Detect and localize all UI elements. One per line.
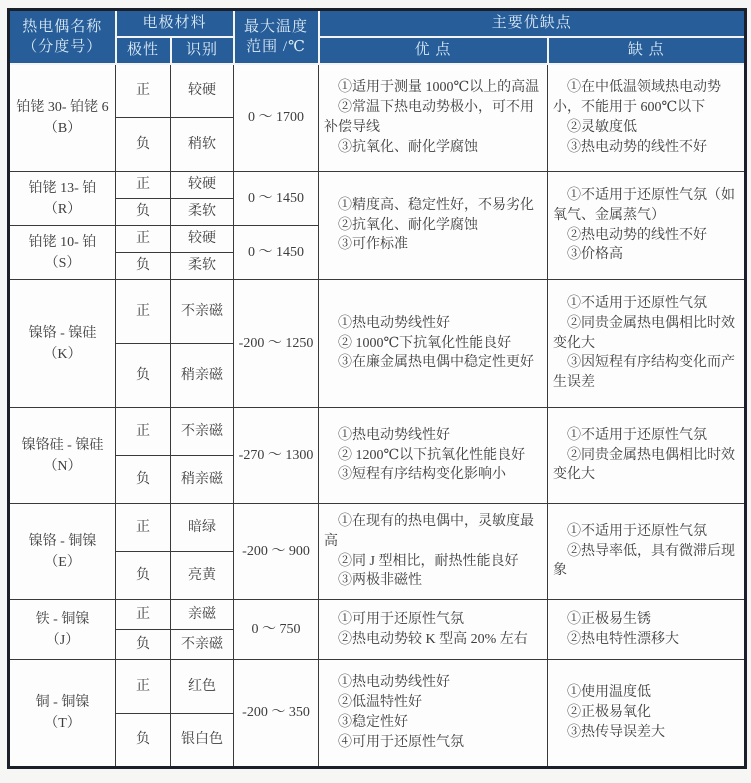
cell-cons <box>548 600 746 660</box>
name-line1: 铂铑 10- 铂 <box>28 234 97 250</box>
header-row-1 <box>9 10 746 37</box>
header-row-2 <box>9 37 746 64</box>
cell-polarity-neg: 负 <box>116 199 171 226</box>
header-electrode-material: 电极材料 <box>116 10 234 37</box>
table-row <box>9 660 746 714</box>
cell-polarity-pos: 正 <box>116 64 171 118</box>
cons-item: ①不适用于还原性气氛 <box>567 523 708 539</box>
cell-temp-range: 0 ～ 1450 <box>234 172 319 226</box>
cons-item: ②灵敏度低 <box>567 119 638 135</box>
cell-temp-range: 0 ～ 1450 <box>234 226 319 280</box>
cell-identify-neg: 稍亲磁 <box>171 456 234 504</box>
header-temp-line1: 最大温度 <box>244 18 309 35</box>
cell-polarity-neg: 负 <box>116 552 171 600</box>
name-line1: 镍铬 - 镍硅 <box>28 325 97 341</box>
header-name-line1: 热电偶名称 <box>22 18 103 35</box>
table-row <box>9 64 746 118</box>
pros-item: ④可用于还原性气氛 <box>338 734 465 750</box>
table-row <box>9 504 746 552</box>
cell-identify-pos: 不亲磁 <box>171 408 234 456</box>
pros-item: ② 1000℃下抗氧化性能良好 <box>338 335 512 351</box>
pros-item: ①可用于还原性气氛 <box>338 611 465 627</box>
pros-item: ③短程有序结构变化影响小 <box>338 467 507 483</box>
pros-item: ①精度高、稳定性好，不易劣化 <box>338 197 535 213</box>
cell-polarity-pos: 正 <box>116 504 171 552</box>
cell-cons <box>548 660 746 768</box>
cell-identify-pos: 不亲磁 <box>171 280 234 344</box>
cons-item: ②正极易氧化 <box>567 705 652 721</box>
cell-identify-pos: 较硬 <box>171 226 234 253</box>
pros-item: ②热电动势较 K 型高 20% 左右 <box>338 631 528 647</box>
pros-item: ③稳定性好 <box>338 715 409 730</box>
pros-item: ②同 J 型相比，耐热性能良好 <box>338 553 519 569</box>
name-line2: （E） <box>44 554 81 570</box>
pros-item: ③可作标准 <box>338 237 409 253</box>
name-line1: 铜 - 铜镍 <box>35 695 90 710</box>
pros-item: ② 1200℃以下抗氧化性能良好 <box>338 447 526 463</box>
cons-item: ②热导率低，具有微滞后现象 <box>553 543 736 579</box>
cons-item: ②热电动势的线性不好 <box>567 227 708 243</box>
cell-identify-neg: 银白色 <box>171 714 234 768</box>
cell-name-J <box>9 600 116 660</box>
cell-pros <box>319 660 548 768</box>
cell-identify-pos: 红色 <box>171 660 234 714</box>
header-pros-cons: 主要优缺点 <box>319 10 746 37</box>
cell-polarity-neg: 负 <box>116 630 171 660</box>
name-line2: （N） <box>43 458 82 474</box>
cons-item: ②同贵金属热电偶相比时效变化大 <box>553 315 736 351</box>
cons-item: ①使用温度低 <box>567 685 652 701</box>
pros-item: ①在现有的热电偶中，灵敏度最高 <box>324 513 535 549</box>
cell-polarity-pos: 正 <box>116 600 171 630</box>
cell-polarity-pos: 正 <box>116 280 171 344</box>
cell-name-K <box>9 280 116 408</box>
name-line2: （K） <box>43 346 82 362</box>
name-line2: （T） <box>44 716 81 731</box>
name-line2: （B） <box>43 120 82 136</box>
cell-name-S <box>9 226 116 280</box>
name-line2: （J） <box>45 632 80 648</box>
table-row <box>9 408 746 456</box>
cell-cons <box>548 64 746 172</box>
cell-temp-range: 0 ～ 750 <box>234 600 319 660</box>
cell-pros <box>319 600 548 660</box>
cell-name-N <box>9 408 116 504</box>
cell-pros <box>319 172 548 280</box>
cell-temp-range: -200 ～ 350 <box>234 660 319 768</box>
pros-item: ②低温特性好 <box>338 695 423 711</box>
name-line2: （R） <box>43 201 82 217</box>
pros-item: ③抗氧化、耐化学腐蚀 <box>338 139 479 155</box>
table-row <box>9 280 746 344</box>
header-max-temp-range <box>234 10 319 64</box>
cons-item: ①在中低温领域热电动势小，不能用于 600℃以下 <box>553 80 722 115</box>
cons-item: ③因短程有序结构变化而产生误差 <box>553 355 736 391</box>
cons-item: ③价格高 <box>567 247 624 263</box>
pros-item: ③两极非磁性 <box>338 573 423 589</box>
cell-temp-range: 0 ～ 1700 <box>234 64 319 172</box>
cell-temp-range: -270 ～ 1300 <box>234 408 319 504</box>
pros-item: ①热电动势线性好 <box>338 675 451 691</box>
cons-item: ①正极易生锈 <box>567 611 652 627</box>
cons-item: ②热电特性漂移大 <box>567 631 680 647</box>
header-polarity: 极性 <box>116 37 171 64</box>
cell-polarity-pos: 正 <box>116 226 171 253</box>
cell-identify-neg: 亮黄 <box>171 552 234 600</box>
cell-polarity-neg: 负 <box>116 456 171 504</box>
cell-polarity-pos: 正 <box>116 408 171 456</box>
name-line1: 铁 - 铜镍 <box>35 611 90 627</box>
pros-item: ①热电动势线性好 <box>338 315 451 331</box>
header-temp-line2: 范围 /℃ <box>246 38 306 55</box>
cons-item: ①不适用于还原性气氛 <box>567 295 708 311</box>
cell-identify-neg: 柔软 <box>171 253 234 280</box>
cell-identify-pos: 亲磁 <box>171 600 234 630</box>
cell-identify-neg: 柔软 <box>171 199 234 226</box>
pros-item: ①热电动势线性好 <box>338 427 451 443</box>
cell-identify-neg: 稍亲磁 <box>171 344 234 408</box>
cell-name-R <box>9 172 116 226</box>
cell-polarity-neg: 负 <box>116 714 171 768</box>
cell-cons <box>548 504 746 600</box>
cons-item: ①不适用于还原性气氛 <box>567 427 708 443</box>
table-row <box>9 172 746 199</box>
cell-cons <box>548 408 746 504</box>
header-pros: 优 点 <box>319 37 548 64</box>
name-line1: 铂铑 13- 铂 <box>28 180 97 196</box>
cons-item: ③热传导误差大 <box>567 724 666 740</box>
pros-item: ①适用于测量 1000℃以上的高温 <box>338 80 540 95</box>
cell-cons <box>548 280 746 408</box>
cell-pros <box>319 64 548 172</box>
cell-polarity-pos: 正 <box>116 660 171 714</box>
header-name-line2: （分度号） <box>22 38 103 55</box>
cell-identify-neg: 不亲磁 <box>171 630 234 660</box>
cell-identify-pos: 较硬 <box>171 172 234 199</box>
cell-identify-pos: 暗绿 <box>171 504 234 552</box>
name-line1: 铂铑 30- 铂铑 6 <box>16 99 109 115</box>
table-body <box>9 64 746 768</box>
name-line2: （S） <box>44 255 81 271</box>
pros-item: ②抗氧化、耐化学腐蚀 <box>338 217 479 233</box>
cell-polarity-pos: 正 <box>116 172 171 199</box>
cell-temp-range: -200 ～ 1250 <box>234 280 319 408</box>
cell-polarity-neg: 负 <box>116 344 171 408</box>
header-thermocouple-name <box>9 10 116 64</box>
cell-pros <box>319 280 548 408</box>
pros-item: ②常温下热电动势极小，可不用补偿导线 <box>324 99 535 135</box>
table-row <box>9 600 746 630</box>
cons-item: ③热电动势的线性不好 <box>567 139 708 155</box>
cell-cons <box>548 172 746 280</box>
cell-name-T <box>9 660 116 768</box>
cons-item: ②同贵金属热电偶相比时效变化大 <box>553 447 736 483</box>
cell-polarity-neg: 负 <box>116 118 171 172</box>
cons-item: ①不适用于还原性气氛（如氧气、金属蒸气） <box>553 187 736 223</box>
table-header <box>9 10 746 64</box>
cell-name-B <box>9 64 116 172</box>
cell-polarity-neg: 负 <box>116 253 171 280</box>
cell-pros <box>319 408 548 504</box>
name-line1: 镍铬硅 - 镍硅 <box>21 437 104 453</box>
cell-identify-neg: 稍软 <box>171 118 234 172</box>
cell-name-E <box>9 504 116 600</box>
cell-identify-pos: 较硬 <box>171 64 234 118</box>
pros-item: ③在廉金属热电偶中稳定性更好 <box>338 355 535 371</box>
header-cons: 缺 点 <box>548 37 746 64</box>
cell-pros <box>319 504 548 600</box>
header-identify: 识别 <box>171 37 234 64</box>
thermocouple-table <box>7 8 747 769</box>
name-line1: 镍铬 - 铜镍 <box>28 533 97 549</box>
cell-temp-range: -200 ～ 900 <box>234 504 319 600</box>
